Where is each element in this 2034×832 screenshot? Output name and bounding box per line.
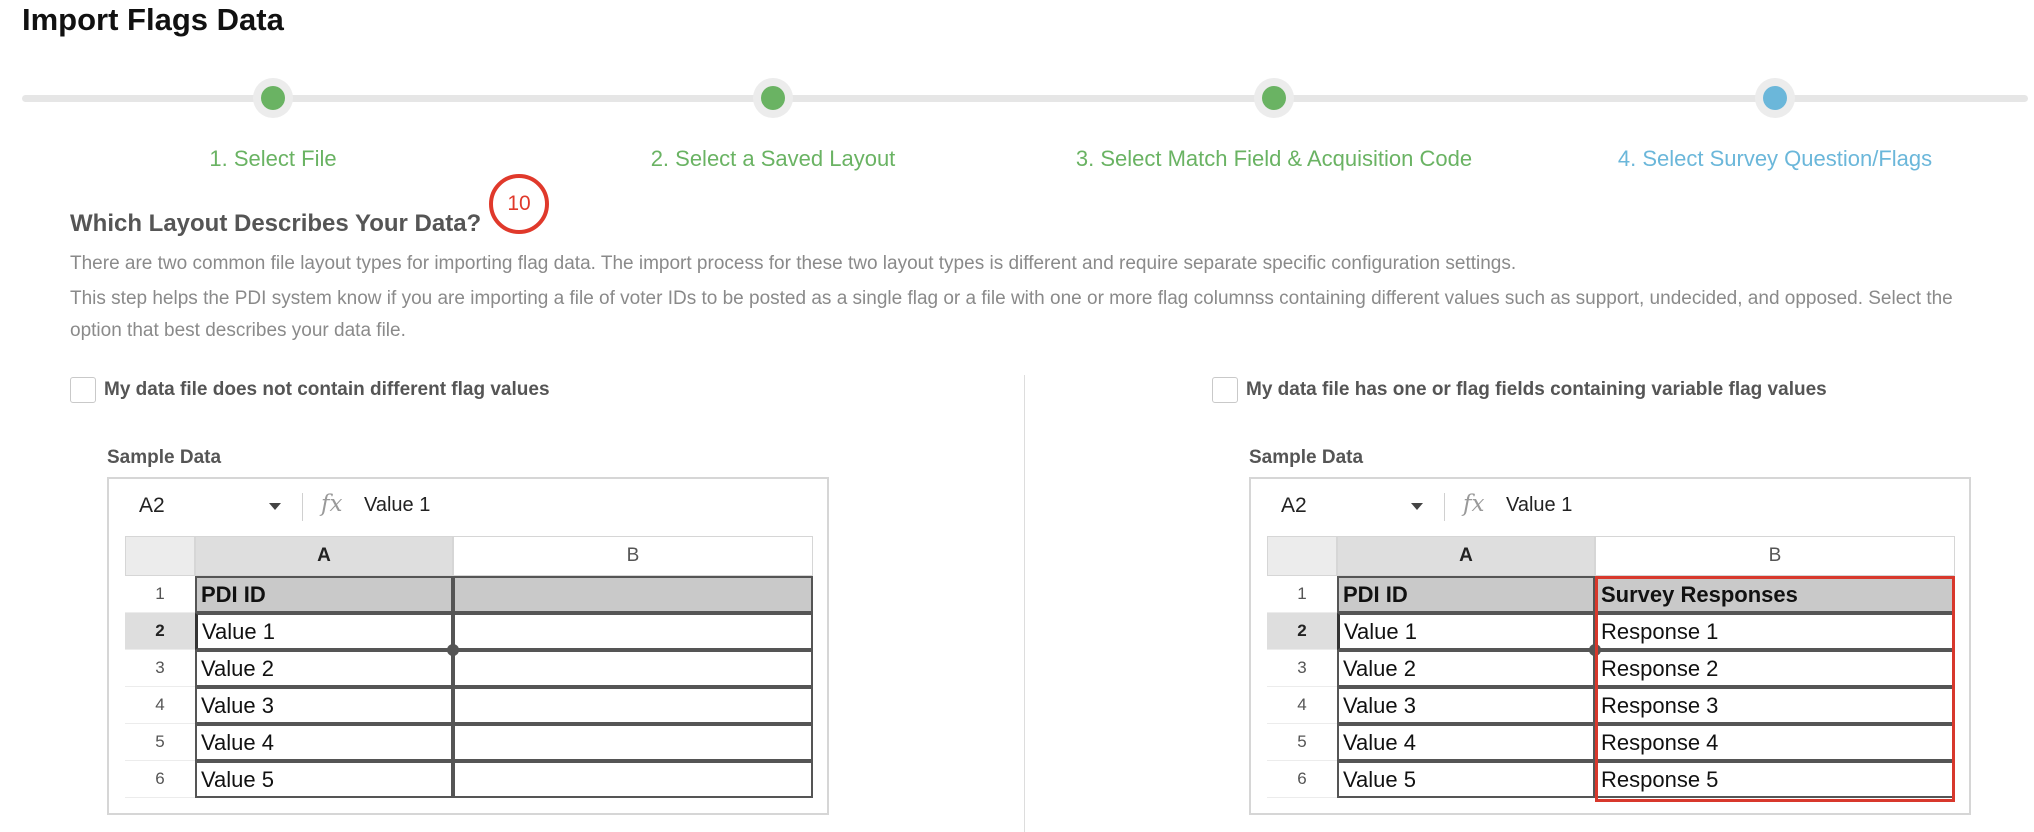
row-number: 5 [125,724,195,761]
row-number: 1 [1267,576,1337,613]
table-cell: Value 5 [195,761,453,798]
table-cell: Response 1 [1595,613,1955,650]
description-paragraph-1: There are two common file layout types for importing flag data. The import process for these two layout types is different and require separate specific configuration settings. [70,253,1517,274]
step-3-label[interactable]: 3. Select Match Field & Acquisition Code [1075,146,1473,171]
fx-icon: fx [321,491,343,517]
cell-reference: A2 [139,494,165,517]
table-cell: Value 3 [1337,687,1595,724]
row-number: 2 [1267,613,1337,650]
formula-value: Value 1 [364,494,431,516]
column-header-b: B [453,536,813,576]
table-cell: Value 5 [1337,761,1595,798]
column-header-a: A [1337,536,1595,576]
section-title: Which Layout Describes Your Data? [70,210,482,237]
row-number: 4 [125,687,195,724]
option-variable-flags-label[interactable]: My data file has one or flag fields containing variable flag values [1246,379,1827,400]
table-cell: Value 4 [1337,724,1595,761]
step-4-indicator [1755,78,1795,118]
row-number: 6 [1267,761,1337,798]
row-number: 3 [125,650,195,687]
sample-sheet-single [107,477,829,815]
table-cell: Response 3 [1595,687,1955,724]
row-number: 1 [125,576,195,613]
table-cell [453,761,813,798]
option-single-flag-label[interactable]: My data file does not contain different flag values [104,379,550,400]
table-cell: Response 4 [1595,724,1955,761]
table-cell: Value 1 [1337,613,1595,650]
sample-data-label: Sample Data [107,447,222,468]
column-header-b: B [1595,536,1955,576]
table-cell: Value 3 [195,687,453,724]
formula-separator [302,493,303,521]
column-header-a: A [195,536,453,576]
table-cell: Value 2 [1337,650,1595,687]
row-number: 6 [125,761,195,798]
table-cell [453,687,813,724]
chevron-down-icon [1411,503,1423,510]
option-variable-flags-checkbox[interactable] [1212,377,1238,403]
option-single-flag[interactable] [70,377,550,403]
row-number: 5 [1267,724,1337,761]
callout-badge: 10 [489,174,549,234]
step-4-label: 4. Select Survey Question/Flags [1617,146,1933,171]
formula-value: Value 1 [1506,494,1573,516]
table-cell: Value 2 [195,650,453,687]
table-cell: Response 2 [1595,650,1955,687]
grid-corner [1267,536,1337,576]
row-number: 3 [1267,650,1337,687]
step-1-indicator [253,78,293,118]
step-2-indicator [753,78,793,118]
step-3-indicator [1254,78,1294,118]
table-cell: Survey Responses [1595,576,1955,613]
chevron-down-icon [269,503,281,510]
grid-corner [125,536,195,576]
formula-separator [1444,493,1445,521]
row-number: 2 [125,613,195,650]
table-cell [453,613,813,650]
fill-handle [447,644,459,656]
fx-icon: fx [1463,491,1485,517]
column-divider [1024,375,1025,832]
table-cell [453,576,813,613]
row-number: 4 [1267,687,1337,724]
progress-track [22,95,2028,102]
table-cell: Value 4 [195,724,453,761]
table-cell [453,650,813,687]
step-1-label[interactable]: 1. Select File [209,146,337,171]
table-cell: PDI ID [1337,576,1595,613]
sample-data-label: Sample Data [1249,447,1364,468]
table-cell: Value 1 [195,613,453,650]
table-cell: Response 5 [1595,761,1955,798]
description-paragraph-2: This step helps the PDI system know if you are importing a file of voter IDs to be posted as a single flag or a file with one or more flag columnss containing different values such as support, undecided, and opposed. Select the option that best describes your data file. [70,288,1953,341]
option-variable-flags[interactable] [1212,377,1827,403]
formula-bar [1251,479,1969,531]
sample-sheet-variable [1249,477,1971,815]
option-single-flag-checkbox[interactable] [70,377,96,403]
step-2-label[interactable]: 2. Select a Saved Layout [650,146,896,171]
page-title: Import Flags Data [22,2,284,37]
cell-reference: A2 [1281,494,1307,517]
fill-handle [1589,644,1601,656]
table-cell [453,724,813,761]
table-cell: PDI ID [195,576,453,613]
formula-bar [109,479,827,531]
